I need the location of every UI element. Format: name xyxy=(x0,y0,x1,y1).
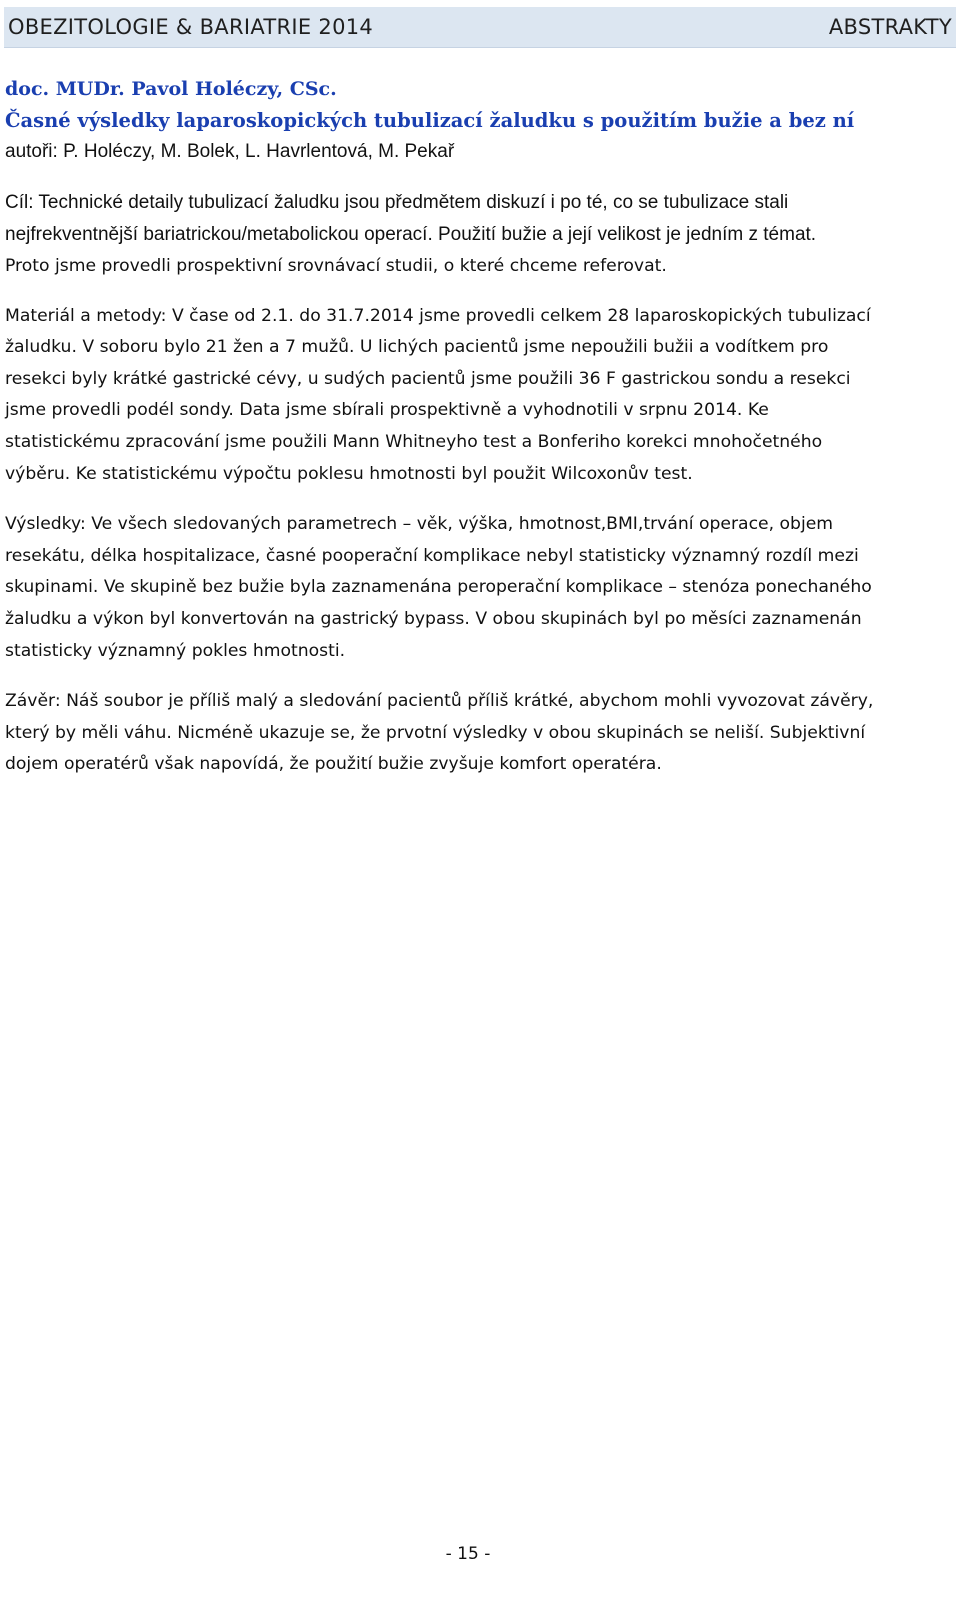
text-line: Závěr: Náš soubor je příliš malý a sledování pacientů příliš krátké, abychom mohli vyvozovat závěry, xyxy=(5,691,874,712)
text-line: který by měli váhu. Nicméně ukazuje se, že prvotní výsledky v obou skupinách se neliší. Subjektivní xyxy=(5,722,866,743)
text-line: statisticky významný pokles hmotnosti. xyxy=(5,640,346,661)
section-objective-continued xyxy=(5,251,945,283)
running-header xyxy=(4,7,956,48)
section-objective xyxy=(5,187,945,251)
section-methods xyxy=(5,301,945,491)
author-list: autoři: P. Holéczy, M. Bolek, L. Havrlentová, M. Pekař xyxy=(5,141,455,162)
text-line: žaludku a výkon byl konvertován na gastrický bypass. V obou skupinách byl po měsíci zaznamenán xyxy=(5,608,862,629)
text-line: dojem operatérů však napovídá, že použití bužie zvyšuje komfort operatéra. xyxy=(5,754,662,775)
page-number: - 15 - xyxy=(445,1544,491,1564)
section-results xyxy=(5,509,945,667)
section-label: ABSTRAKTY xyxy=(828,15,952,39)
text-line: Cíl: Technické detaily tubulizací žaludku jsou předmětem diskuzí i po té, co se tubulizace stali xyxy=(5,192,789,213)
text-line: Materiál a metody: V čase od 2.1. do 31.7.2014 jsme provedli celkem 28 laparoskopických tubulizací xyxy=(5,305,871,326)
abstract-title: Časné výsledky laparoskopických tubulizací žaludku s použitím bužie a bez ní xyxy=(5,109,855,132)
section-conclusion xyxy=(5,686,945,781)
text-line: resekci byly krátké gastrické cévy, u sudých pacientů jsme použili 36 F gastrickou sondu a resekci xyxy=(5,368,851,389)
text-line: nejfrekventnější bariatrickou/metabolickou operací. Použití bužie a její velikost je jedním z témat. xyxy=(5,224,817,245)
text-line: Výsledky: Ve všech sledovaných parametrech – věk, výška, hmotnost,BMI,trvání operace, objem xyxy=(5,514,834,535)
text-line: jsme provedli podél sondy. Data jsme sbírali prospektivně a vyhodnotili v srpnu 2014. Ke xyxy=(5,400,769,421)
text-line: žaludku. V soboru bylo 21 žen a 7 mužů. U lichých pacientů jsme nepoužili bužii a vodítkem pro xyxy=(5,337,829,358)
text-line: skupinami. Ve skupině bez bužie byla zaznamenána peroperační komplikace – stenóza ponechaného xyxy=(5,577,872,598)
text-line: Proto jsme provedli prospektivní srovnávací studii, o které chceme referovat. xyxy=(5,256,667,276)
journal-title: OBEZITOLOGIE & BARIATRIE 2014 xyxy=(8,15,374,39)
abstract xyxy=(5,74,945,781)
text-line: resekátu, délka hospitalizace, časné pooperační komplikace nebyl statisticky významný rozdíl mezi xyxy=(5,545,859,566)
text-line: statistickému zpracování jsme použili Mann Whitneyho test a Bonferiho korekci mnohočetného xyxy=(5,431,823,452)
presenting-author: doc. MUDr. Pavol Holéczy, CSc. xyxy=(5,78,337,100)
text-line: výběru. Ke statistickému výpočtu poklesu hmotnosti byl použit Wilcoxonův test. xyxy=(5,463,693,484)
